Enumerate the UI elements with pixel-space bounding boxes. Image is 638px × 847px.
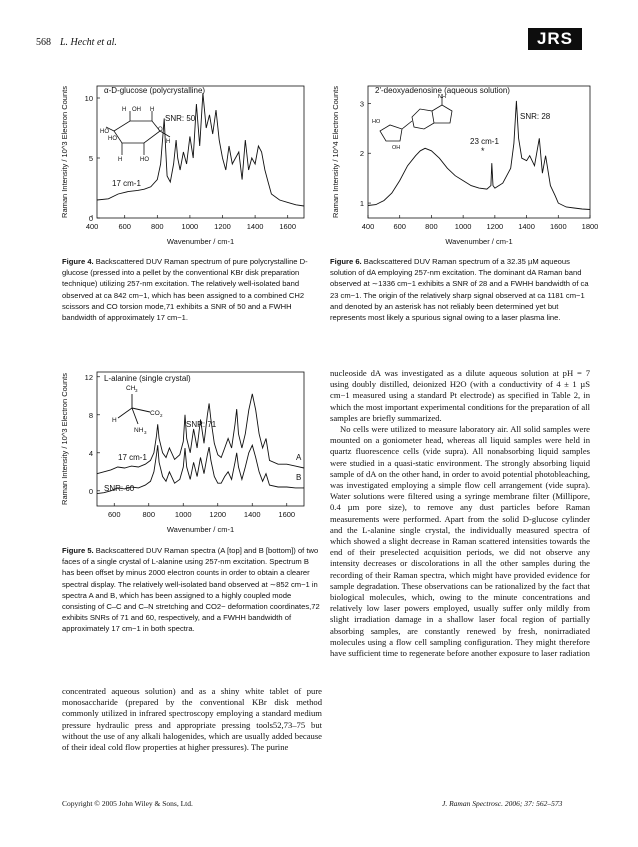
x-tick-label: 1800	[581, 222, 599, 231]
chart-title: α-D-glucose (polycrystalline)	[104, 86, 206, 95]
body-text-right	[330, 368, 590, 659]
svg-text:HO: HO	[372, 119, 381, 125]
x-tick-label: 1200	[209, 510, 227, 519]
y-tick-label: 12	[84, 372, 93, 382]
y-axis-label: Raman Intensity / 10^4 Electron Counts	[331, 86, 340, 218]
y-tick-label: 8	[88, 410, 93, 420]
x-axis-label: Wavenumber / cm-1	[166, 525, 235, 534]
figure-6-label: Figure 6.	[330, 257, 362, 266]
x-tick-label: 1000	[181, 222, 199, 231]
chart-title: L-alanine (single crystal)	[104, 374, 191, 383]
svg-text:H: H	[112, 417, 117, 424]
figure-6-chart	[0, 0, 638, 260]
x-tick-label: 1400	[518, 222, 535, 231]
figure-5-caption-text: Backscattered DUV Raman spectra (A [top] and B [bottom]) of two faces of a single crystal of L-alanine using 257-nm excitation. Spectrum B has been offset by minus 2000 electron counts in order to obtain a clearer spectral display. The relatively well-isolated band observed at ∼852 cm−1 in spectra A and B, which has been assigned to a highly coupled mode consisting of C–C and C–N stretching and CO2− deformation coordinates,72 exhibits SNRs of 71 and 60, respectively, and a FWHH bandwidth of approximately 17 cm−1 in both spectra.	[62, 546, 320, 634]
page-number: 568	[36, 37, 51, 48]
body-text-left	[62, 686, 322, 753]
x-tick-label: 600	[118, 222, 131, 231]
annotation: *	[481, 146, 485, 156]
figure-4-caption	[62, 256, 322, 323]
svg-text:2: 2	[160, 413, 163, 418]
svg-text:CO: CO	[150, 410, 160, 417]
footer-citation: J. Raman Spectrosc. 2006; 37: 562–573	[442, 799, 563, 808]
x-axis-label: Wavenumber / cm-1	[166, 237, 235, 246]
x-tick-label: 1400	[243, 510, 261, 519]
x-tick-label: 1600	[549, 222, 567, 231]
x-tick-label: 600	[393, 222, 406, 231]
svg-text:H: H	[122, 107, 127, 113]
x-tick-label: 800	[142, 510, 156, 519]
svg-text:H: H	[150, 107, 155, 113]
x-tick-label: 1400	[246, 222, 264, 231]
glucose-structure-drawing	[100, 103, 190, 163]
paragraph: No cells were utilized to measure laboratory air. All solid samples were mounted on a goniometer head, whereas all liquid samples were held in quartz fluorescence cells (vide supra). All nonabsorbing liquid samples were studied in a quasi-static environment. The strongly absorbing liquid sample of dA on the other hand, in order to avoid potential photobleaching, was investigated employing a simple flow cell arrangement (vide supra). Water solutions were filtered using a syringe membrane filter (Millipore, 0.4 µm pore size), to remove any dust particles before Raman measurements were performed. Apart from the solid D-glucose cylinder and the L-alanine single crystal, the individually measured spectra of which showed a slight decrease in Raman scattered intensities towards the end of their preselected acquisition periods, we did not observe any intensity decreases or discolorations in all the other samples during the recording of their Raman spectra, which might have provided evidence for sample degradation. These observations can be rationalized by the fact that biological molecules, which, owing to the minute concentrations and relatively low laser powers employed, usually suffer only mildly from slight irradiation damage in a shallow laser focal region of partially absorbing samples, are constantly renewed by fresh, nonirradiated molecules using a flow cell sampling configuration. They might therefore have sufficient time to regenerate before another exposure to laser radiation	[330, 424, 590, 659]
deoxyadenosine-structure-drawing	[372, 95, 457, 150]
annotation: 17 cm-1	[112, 179, 141, 188]
alanine-structure-drawing	[108, 378, 178, 448]
x-tick-label: 1200	[214, 222, 231, 231]
y-axis-label: Raman Intensity / 10^3 Electron Counts	[60, 373, 69, 505]
x-tick-label: 1600	[279, 222, 297, 231]
figure-4-label: Figure 4.	[62, 257, 94, 266]
svg-text:OH: OH	[392, 145, 401, 151]
svg-text:H: H	[118, 157, 123, 163]
svg-text:3: 3	[144, 430, 147, 435]
x-tick-label: 1000	[454, 222, 472, 231]
figure-6-caption-text: Backscattered DUV Raman spectrum of a 32.35 µM aqueous solution of dA employing 257-nm excitation. The dominant dA Raman band observed at ∼1336 cm−1 exhibits a SNR of 28 and a FWHH bandwidth of ca 23 cm−1. The origin of the relatively sharp signal observed at ca 1181 cm−1 and denoted by an asterisk has not reliably been determined yet but represents most likely a spurious signal owing to a laser plasma line.	[330, 257, 589, 323]
y-tick-label: 10	[84, 94, 93, 103]
x-tick-label: 1000	[174, 510, 192, 519]
running-header-authors: L. Hecht et al.	[60, 37, 117, 48]
annotation: SNR: 71	[186, 420, 217, 429]
x-axis-label: Wavenumber / cm-1	[445, 237, 513, 246]
svg-text:HO: HO	[100, 129, 109, 135]
svg-text:HO: HO	[140, 157, 149, 163]
annotation: SNR: 60	[104, 484, 135, 493]
svg-text:O: O	[158, 127, 163, 133]
y-tick-label: 0	[88, 486, 93, 496]
y-tick-label: 4	[88, 448, 93, 458]
series-label-A: A	[296, 452, 302, 462]
x-tick-label: 400	[361, 222, 375, 231]
y-tick-label: 1	[359, 199, 364, 209]
x-tick-label: 1600	[278, 510, 296, 519]
annotation: SNR: 28	[520, 112, 551, 121]
series-label-B: B	[296, 472, 302, 482]
svg-text:NH: NH	[438, 94, 446, 100]
y-axis-label: Raman Intensity / 10^3 Electron Counts	[60, 86, 69, 218]
x-tick-label: 1200	[486, 222, 504, 231]
figure-4-caption-text: Backscattered DUV Raman spectrum of pure polycrystalline D-glucose (pressed into a pellet by the conventional KBr disk preparation technique) utilizing 257-nm excitation. The relatively well-isolated band observed at ca 842 cm−1, which has been assigned to a combined CH2 scissors and CO torsion mode,71 exhibits a SNR of 50 and a FWHH bandwidth of approximately 17 cm−1.	[62, 257, 308, 323]
journal-badge: JRS	[528, 28, 582, 50]
chart-title: 2'-deoxyadenosine (aqueous solution)	[375, 86, 510, 95]
footer-copyright: Copyright © 2005 John Wiley & Sons, Ltd.	[62, 799, 193, 808]
y-tick-label: 5	[88, 154, 93, 163]
svg-text:NH: NH	[134, 427, 144, 434]
figure-5-caption	[62, 545, 322, 635]
svg-text:H: H	[166, 139, 171, 145]
y-tick-label: 0	[88, 214, 93, 223]
x-tick-label: 800	[425, 222, 438, 231]
y-tick-label: 2	[359, 149, 364, 159]
paragraph: concentrated aqueous solution) and as a shiny white tablet of pure monosaccharide (prepared by the conventional KBr disk method commonly utilized in infrared spectroscopy employing a standard medium pressure hydraulic press and appropriate pressing tools52,73–75 but without the use of any alkali halogenides, which are usually added because of their ideal cold flow properties at higher pressures). The purine	[62, 686, 322, 753]
annotation: 23 cm-1	[470, 137, 499, 146]
y-tick-label: 3	[359, 99, 364, 109]
svg-text:CH: CH	[126, 385, 136, 392]
svg-text:OH: OH	[132, 107, 141, 113]
x-tick-label: 800	[151, 222, 164, 231]
figure-6-caption	[330, 256, 590, 323]
paragraph: nucleoside dA was investigated as a dilute aqueous solution at pH = 7 using doubly distilled, deionized H2O (with a conductivity of 4 ± 1 µS cm−1 measured using a standard Pt electrode) as specified in Table 2, in which the most important experimental conditions for the preparation of all samples are briefly summarized.	[330, 368, 590, 423]
x-tick-label: 400	[85, 222, 99, 231]
svg-text:3: 3	[135, 388, 138, 393]
svg-text:HO: HO	[108, 136, 117, 142]
figure-5-label: Figure 5.	[62, 546, 94, 555]
annotation: 17 cm-1	[118, 453, 147, 462]
x-tick-label: 600	[107, 510, 121, 519]
annotation: SNR: 50	[165, 114, 196, 123]
